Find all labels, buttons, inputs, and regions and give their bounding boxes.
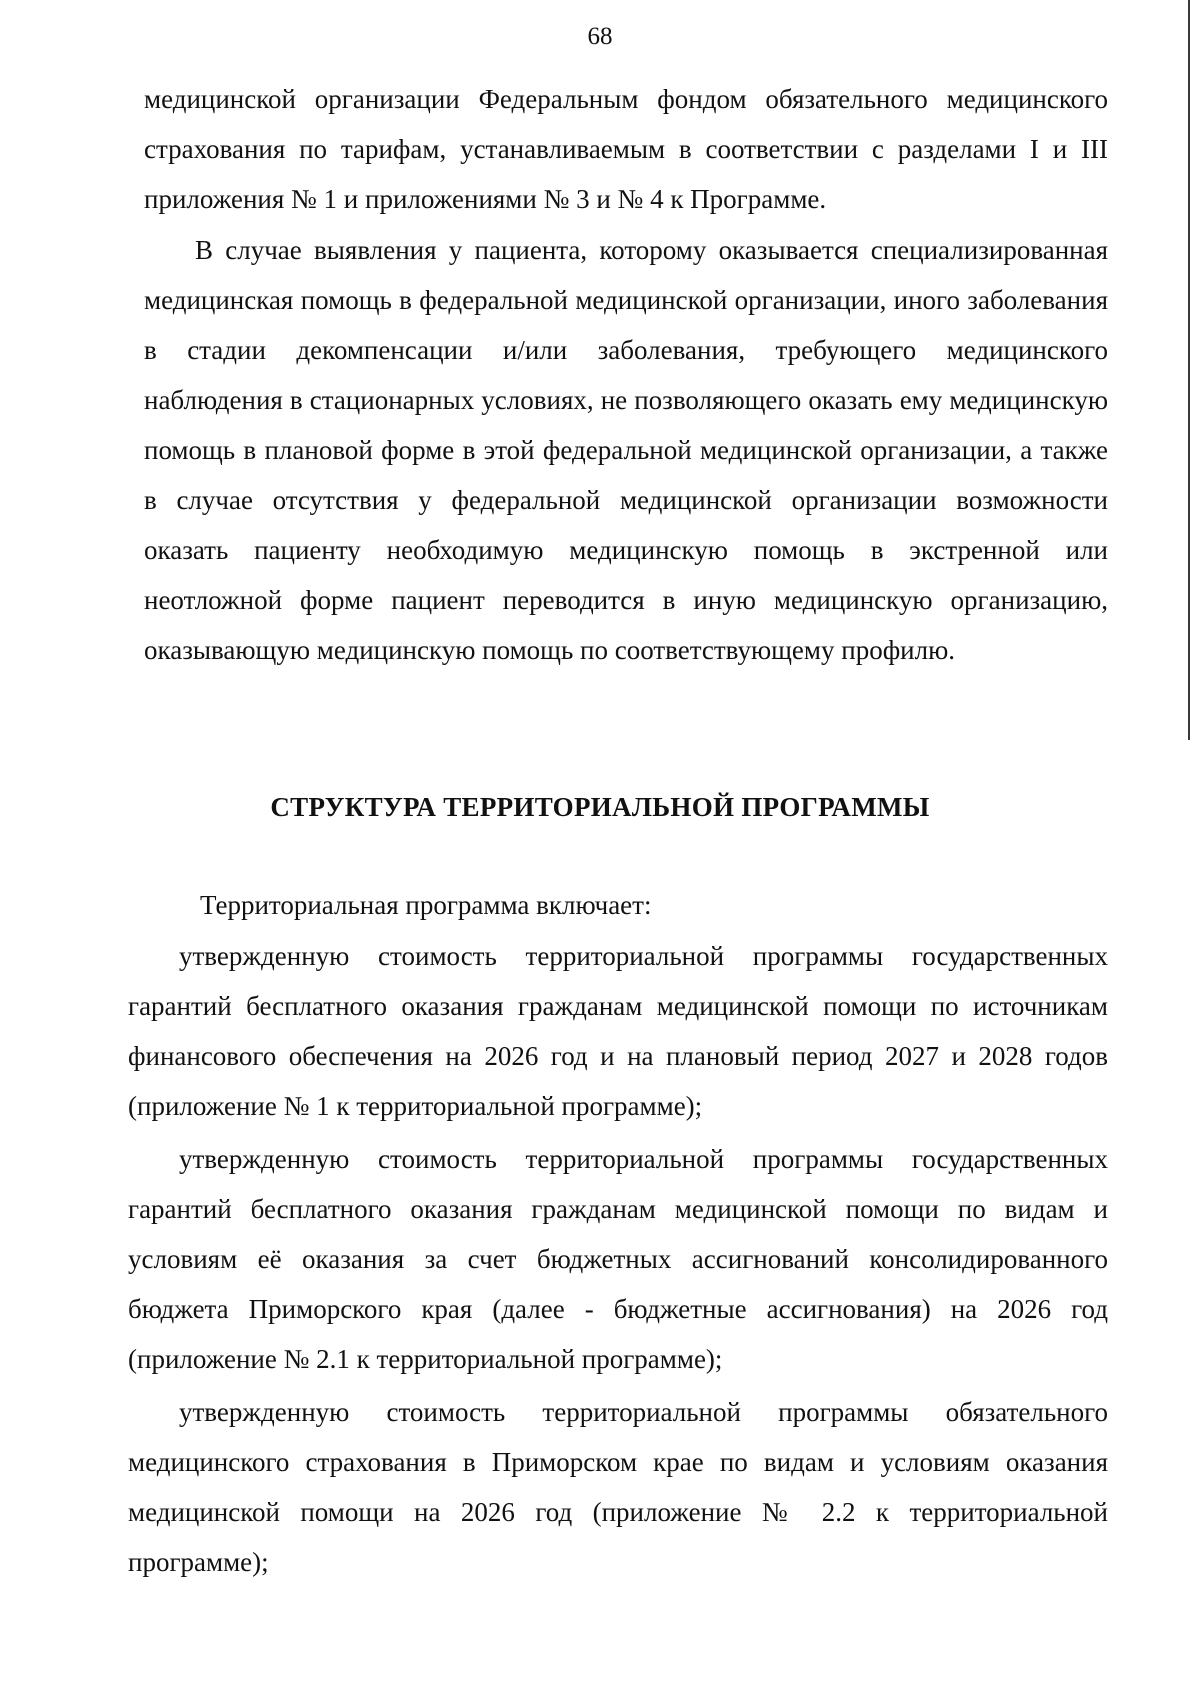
list-item-oms-program: утвержденную стоимость территориальной программы обязательного медицинского страхования в Приморском крае по видам и условиям оказания медицинской помощи на 2026 год (приложение № 2.2 к территориальной программе); bbox=[128, 1397, 1108, 1577]
list-item-funding-sources: утвержденную стоимость территориальной программы государственных гарантий бесплатного оказания гражданам медицинской помощи по источникам финансового обеспечения на 2026 год и на плановый период 2027 и 2028 годов (приложение № 1 к территориальной программе); bbox=[128, 941, 1108, 1121]
list-item-budget-allocations: утвержденную стоимость территориальной программы государственных гарантий бесплатного оказания гражданам медицинской помощи по видам и условиям её оказания за счет бюджетных ассигнований консолидированного бюджета Приморского края (далее - бюджетные ассигнования) на 2026 год (приложение № 2.1 к территориальной программе); bbox=[128, 1144, 1108, 1374]
page-edge-rule bbox=[1188, 0, 1190, 740]
section-heading: СТРУКТУРА ТЕРРИТОРИАЛЬНОЙ ПРОГРАММЫ bbox=[270, 792, 930, 822]
paragraph-patient-transfer: В случае выявления у пациента, которому оказывается специализированная медицинская помощь в федеральной медицинской организации, иного заболевания в стадии декомпенсации и/или заболевания, требующего медицинского наблюдения в стационарных условиях, не позволяющего оказать ему медицинскую помощь в плановой форме в этой федеральной медицинской организации, а также в случае отсутствия у федеральной медицинской организации возможности оказать пациенту необходимую медицинскую помощь в экстренной или неотложной форме пациент переводится в иную медицинскую организацию, оказывающую медицинскую помощь по соответствующему профилю. bbox=[144, 235, 1108, 665]
paragraph-continuation: медицинской организации Федеральным фондом обязательного медицинского страхования по тарифам, устанавливаемым в соответствии с разделами I и III приложения № 1 и приложениями № 3 и № 4 к Программе. bbox=[144, 84, 1108, 214]
section-intro: Территориальная программа включает: bbox=[200, 890, 652, 920]
page-number: 68 bbox=[587, 23, 613, 50]
